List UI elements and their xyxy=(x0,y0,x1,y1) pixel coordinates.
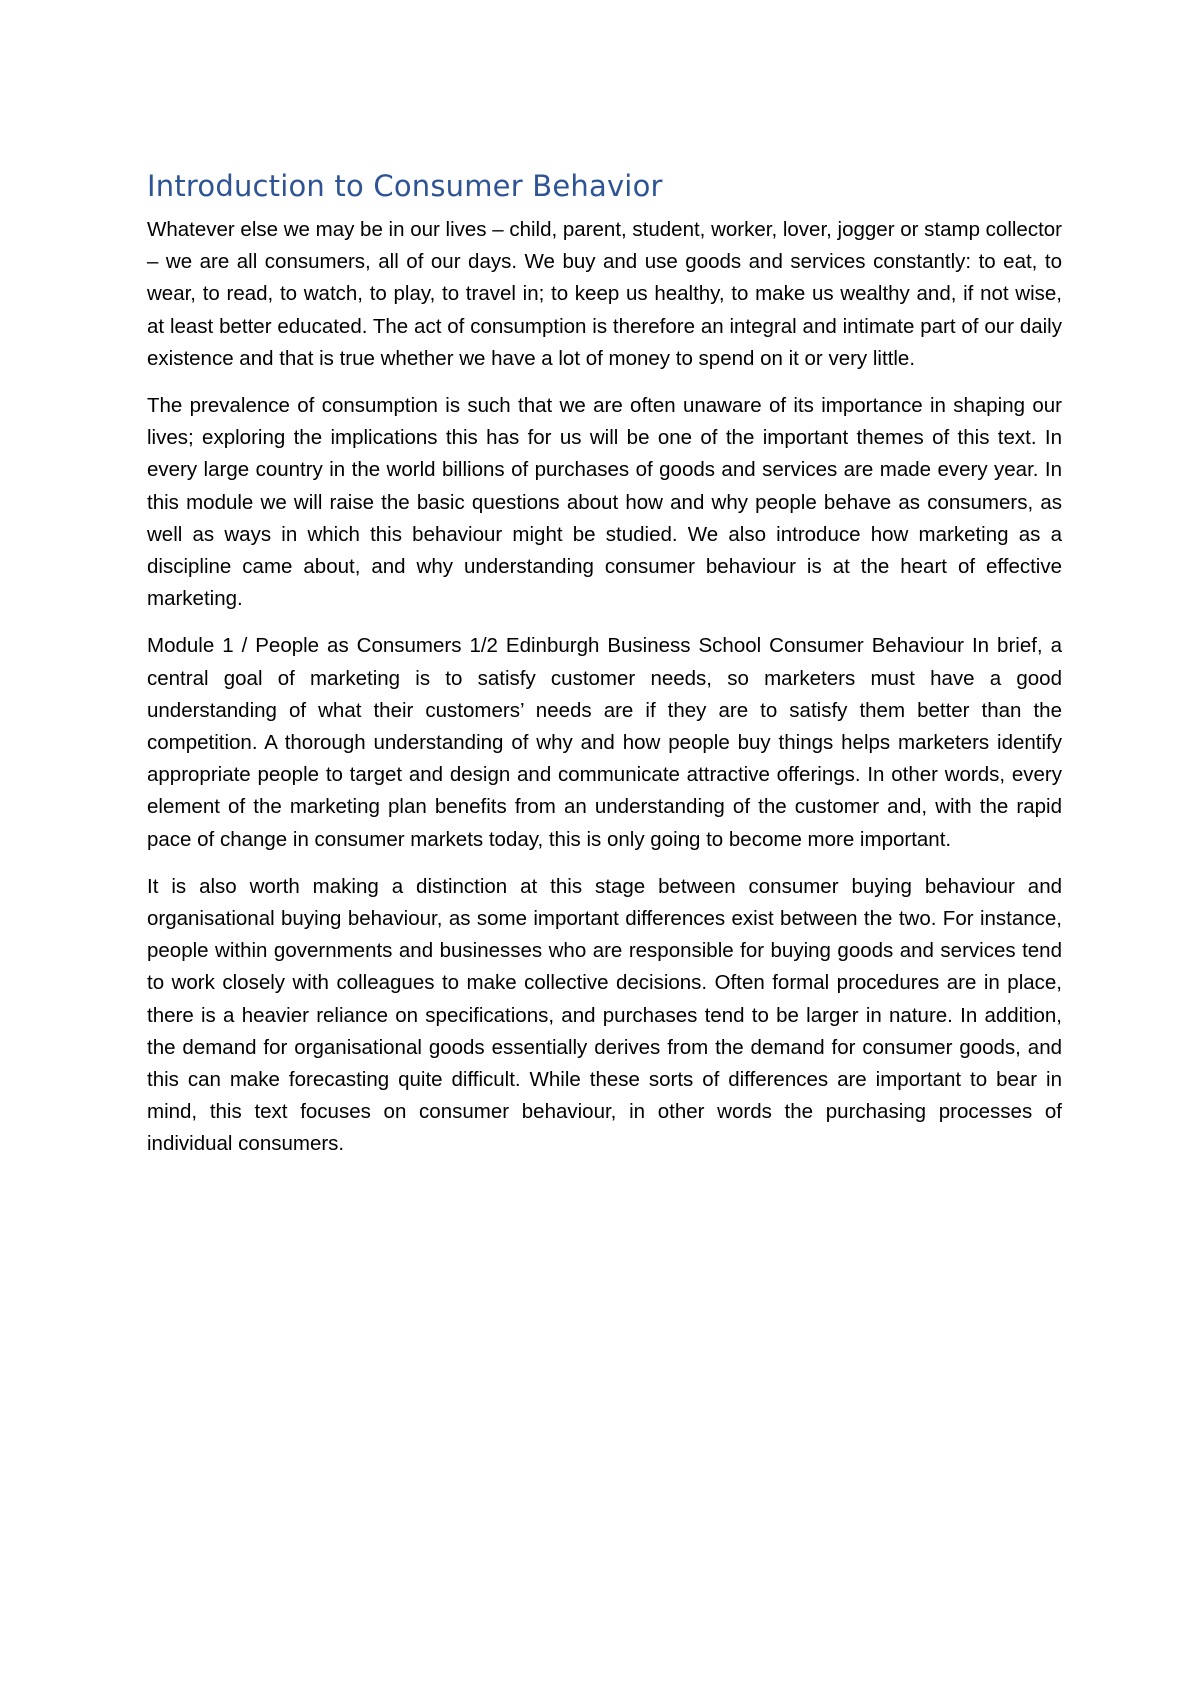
paragraph-2: The prevalence of consumption is such that we are often unaware of its importance in shaping our lives; exploring the implications this has for us will be one of the important themes of this text. In every large country in the world billions of purchases of goods and services are made every year. In this module we will raise the basic questions about how and why people behave as consumers, as well as ways in which this behaviour might be studied. We also introduce how marketing as a discipline came about, and why understanding consumer behaviour is at the heart of effective marketing. xyxy=(147,394,1062,611)
paragraph-3: Module 1 / People as Consumers 1/2 Edinburgh Business School Consumer Behaviour In brief, a central goal of marketing is to satisfy customer needs, so marketers must have a good understanding of what their customers’ needs are if they are to satisfy them better than the competition. A thorough understanding of why and how people buy things helps marketers identify appropriate people to target and design and communicate attractive offerings. In other words, every element of the marketing plan benefits from an understanding of the customer and, with the rapid pace of change in consumer markets today, this is only going to become more important. xyxy=(147,634,1062,851)
document-title: Introduction to Consumer Behavior xyxy=(147,169,663,203)
paragraph-4: It is also worth making a distinction at this stage between consumer buying behaviour and organisational buying behaviour, as some important differences exist between the two. For instance, people within governments and businesses who are responsible for buying goods and services tend to work closely with colleagues to make collective decisions. Often formal procedures are in place, there is a heavier reliance on specifications, and purchases tend to be larger in nature. In addition, the demand for organisational goods essentially derives from the demand for consumer goods, and this can make forecasting quite difficult. While these sorts of differences are important to bear in mind, this text focuses on consumer behaviour, in other words the purchasing processes of individual consumers. xyxy=(147,874,1062,1156)
document-body xyxy=(147,168,1062,1176)
paragraph-1: Whatever else we may be in our lives – child, parent, student, worker, lover, jogger or stamp collector – we are all consumers, all of our days. We buy and use goods and services constantly: to eat, to wear, to read, to watch, to play, to travel in; to keep us healthy, to make us wealthy and, if not wise, at least better educated. The act of consumption is therefore an integral and intimate part of our daily existence and that is true whether we have a lot of money to spend on it or very little. xyxy=(147,218,1062,370)
